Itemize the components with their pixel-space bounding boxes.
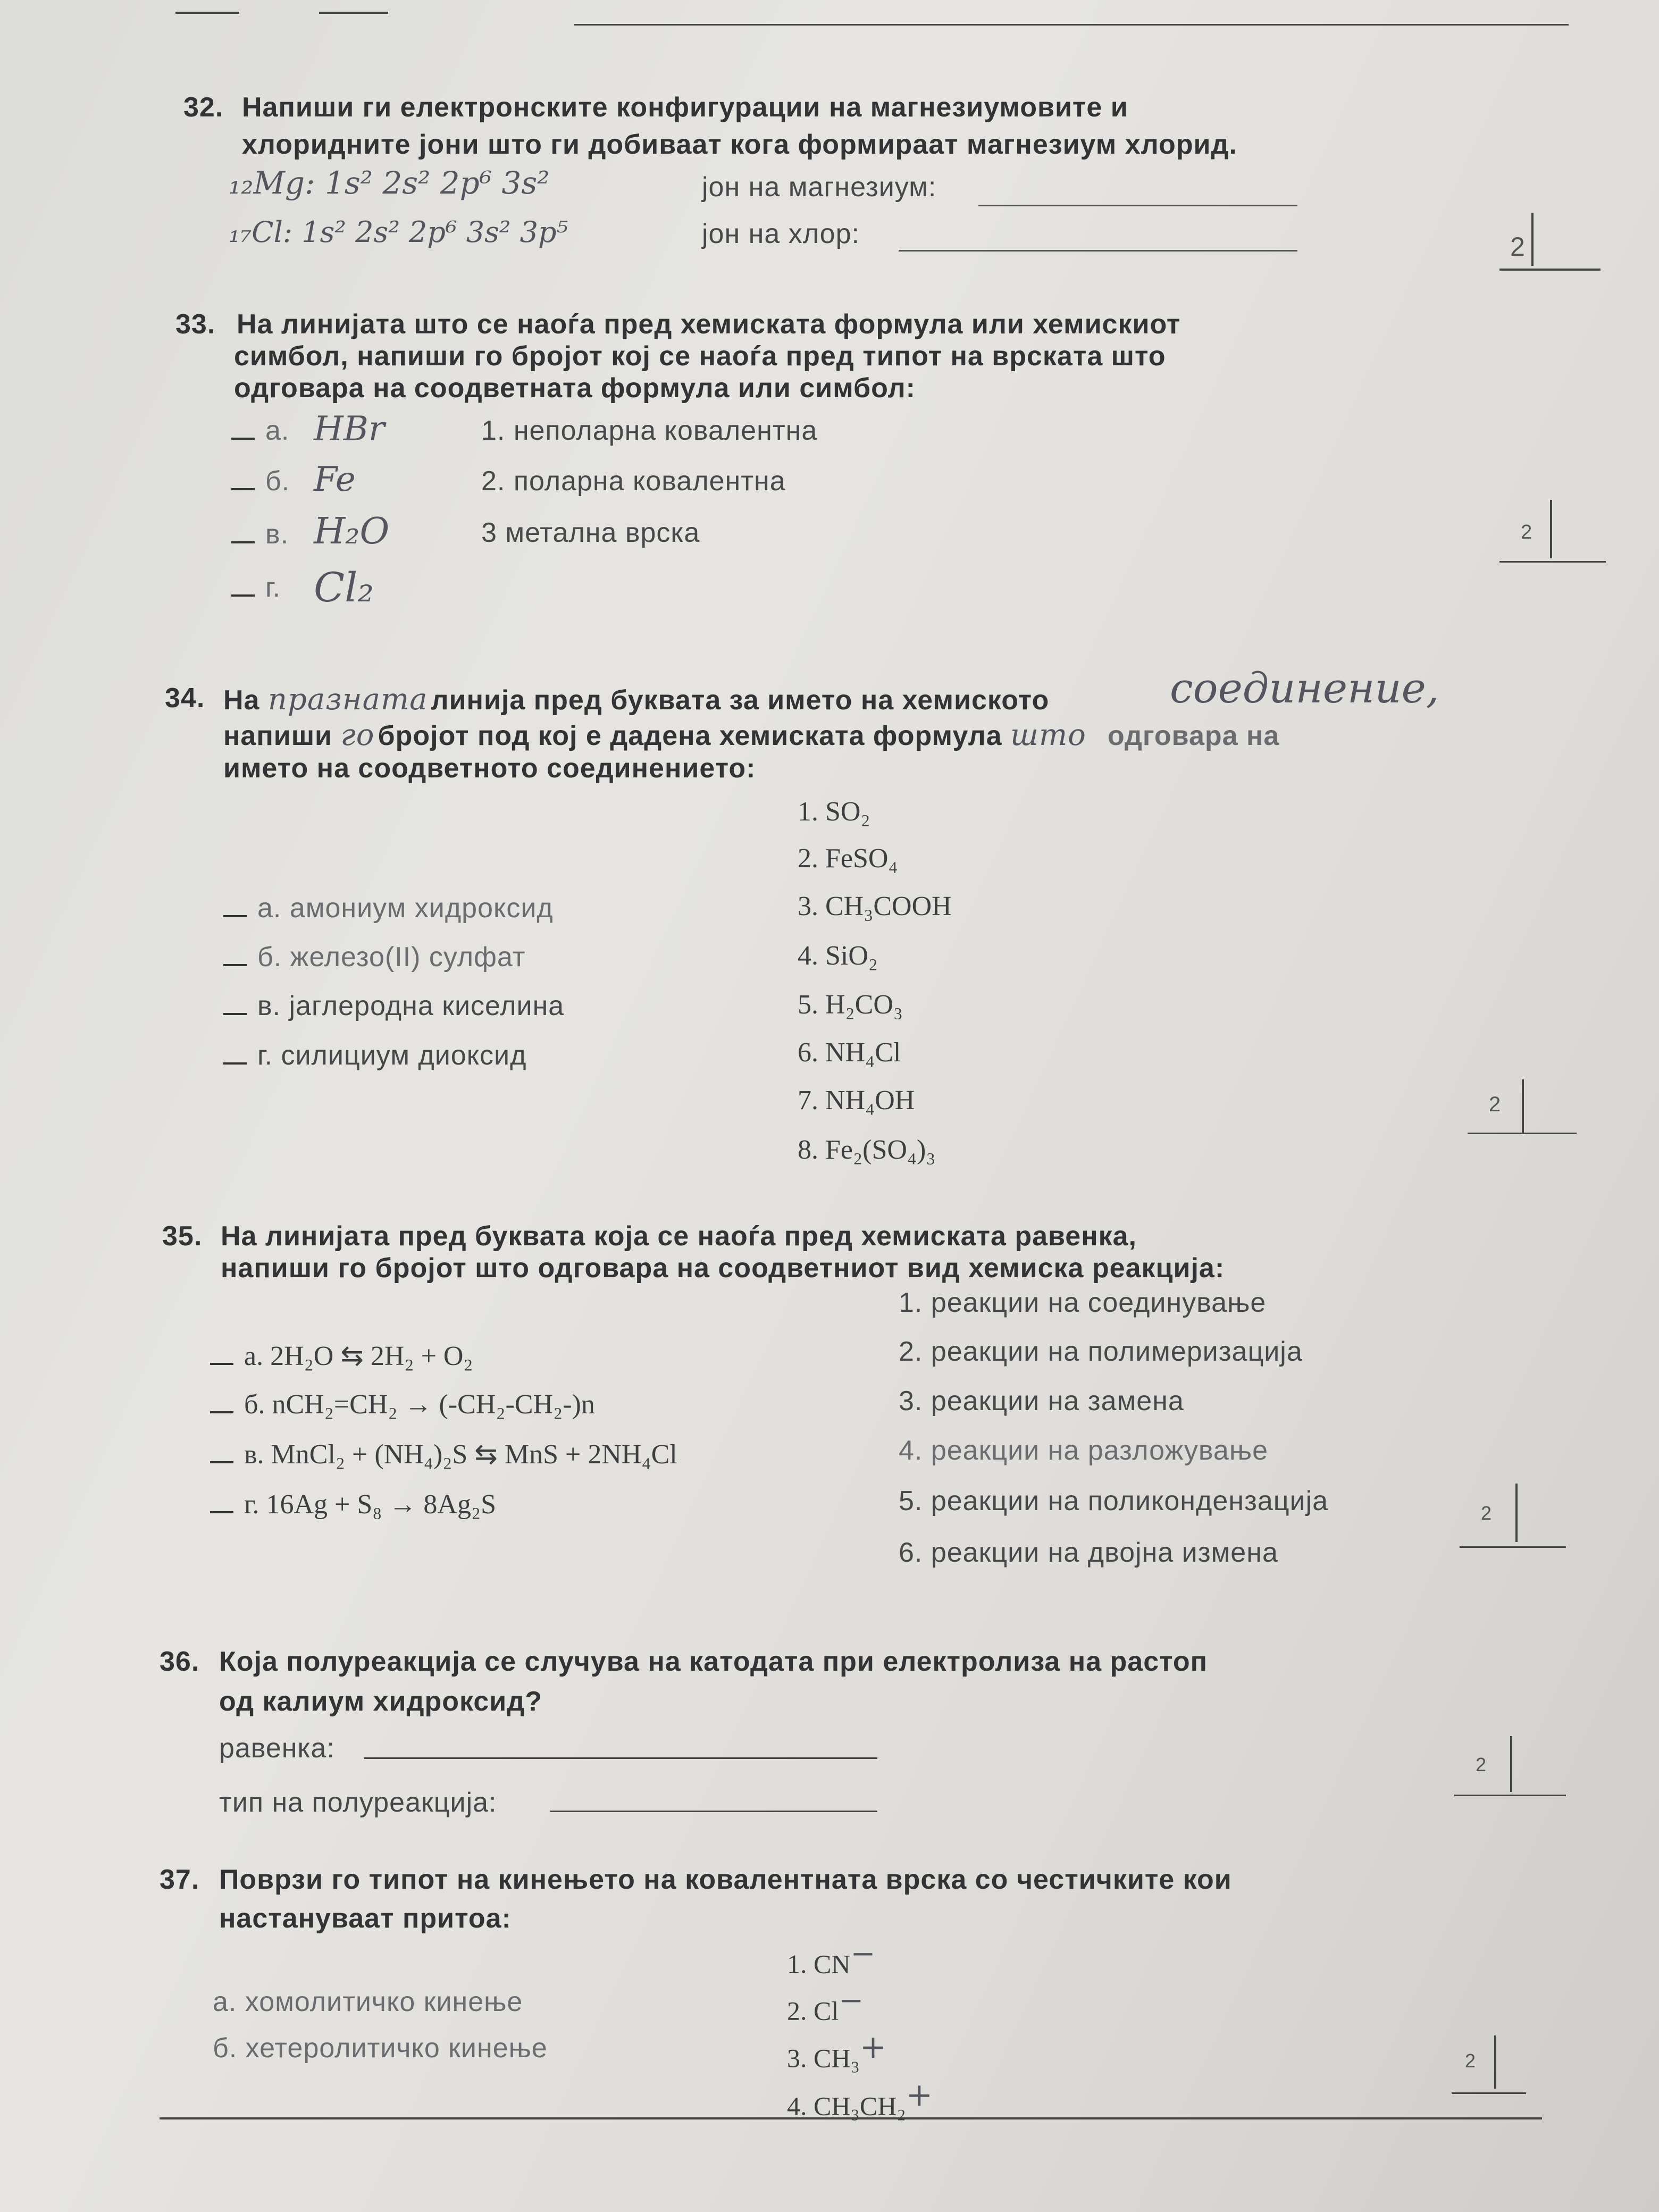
score-32: 2 [1510,232,1525,262]
reaction-type-5: 5. реакции на поликондензација [899,1486,1329,1516]
particle-formula: 1. CN [787,1949,851,1979]
q35-row-d[interactable] [210,1489,496,1520]
question-37-line1: Поврзи го типот на кинењето на ковалентната врска со честичките кои [219,1864,1232,1895]
score-37-divider [1494,2035,1496,2089]
question-37-line2: настануваат притоа: [219,1903,512,1934]
answer-blank[interactable] [223,1013,247,1015]
row-letter: б. [265,466,290,497]
particle-formula: 4. CH₃CH₂ [787,2091,906,2121]
score-34-line [1468,1133,1577,1134]
handwritten-soedinenie: соединение, [1170,665,1439,713]
equation-label: равенка: [219,1733,335,1764]
answer-blank[interactable] [210,1411,233,1413]
q33-row-a[interactable] [231,415,289,447]
particle-4 [787,2076,933,2122]
ion-mg-label: јон на магнезиум: [702,172,937,203]
cleavage-heterolytic: б. хетеролитичко кинење [213,2033,548,2064]
line2-end: одговара на [1107,720,1280,751]
handwritten-charge: + [906,2076,933,2114]
question-35-line1: На линијата пред буквата која се наоѓа пред хемиската равенка, [221,1221,1137,1252]
question-36-line2: од калиум хидроксид? [219,1686,543,1717]
particle-1 [787,1937,875,1980]
reaction-type-4: 4. реакции на разложување [899,1435,1269,1466]
line1-end: линија пред буквата за името на хемиското [431,685,1050,716]
score-32-line [1499,269,1601,271]
question-32-line2: хлоридните јони што ги добиваат кога формираат магнезиум хлорид. [242,129,1237,160]
score-37: 2 [1465,2050,1476,2072]
score-35-divider [1515,1484,1518,1542]
question-34-line3: името на соодветното соединението: [223,753,756,784]
row-letter: в. [265,519,289,550]
equation: а. 2H₂O ⇆ 2H₂ + O₂ [244,1341,473,1371]
question-34-line2 [223,718,1279,752]
row-letter: г. [265,572,281,603]
top-rule-right [574,24,1569,26]
question-32-line1: Напиши ги електронските конфигурации на магнезиумовите и [242,92,1128,123]
particle-formula: 2. Cl [787,1996,839,2026]
top-rule-mid [319,12,388,14]
formula-7: 7. NH₄OH [798,1085,915,1116]
formula-3: 3. CH₃COOH [798,891,952,921]
formula-8: 8. Fe₂(SO₄)₃ [798,1135,936,1165]
question-33-number: 33. [175,309,216,340]
equation: б. nCH₂=CH₂ → (-CH₂-CH₂-)n [244,1389,595,1420]
equation: г. 16Ag + S₈ → 8Ag₂S [244,1489,496,1520]
score-36-divider [1510,1736,1512,1792]
score-33-line [1499,561,1606,563]
reaction-type-6: 6. реакции на двојна измена [899,1537,1278,1568]
score-33: 2 [1521,521,1532,543]
question-36-number: 36. [160,1646,200,1677]
formula-2: 2. FeSO₄ [798,843,898,874]
score-33-divider [1550,500,1552,558]
cleavage-homolytic: а. хомолитичко кинење [213,1987,523,2017]
half-reaction-answer-line[interactable] [550,1811,877,1812]
compound-name: б. железо(II) сулфат [257,942,526,973]
answer-blank[interactable] [231,438,255,440]
handwritten-charge: − [850,1937,876,1971]
q34-row-a[interactable] [223,892,554,924]
answer-blank[interactable] [223,915,247,917]
score-34: 2 [1489,1093,1501,1116]
bond-type-1: 1. неполарна ковалентна [481,415,818,446]
handwritten-formula-cl2: Cl₂ [314,564,374,611]
handwritten-formula-h2o: H₂O [314,510,390,552]
question-33-line3: одговара на соодветната формула или симбол: [234,373,916,404]
compound-name: г. силициум диоксид [257,1040,527,1071]
answer-blank[interactable] [223,1062,247,1065]
formula-6: 6. NH₄Cl [798,1037,901,1068]
ion-cl-answer-line[interactable] [899,250,1297,252]
question-37-number: 37. [160,1864,200,1895]
q33-row-c[interactable] [231,518,289,550]
score-37-line [1452,2092,1526,2094]
bottom-rule [160,2117,1542,2119]
q34-row-b[interactable] [223,941,526,973]
reaction-type-3: 3. реакции на замена [899,1386,1184,1417]
reaction-type-1: 1. реакции на соединување [899,1287,1267,1318]
question-33-line2: симбол, напиши го бројот кој се наоѓа пред типот на врската што [234,341,1166,372]
half-reaction-type-label: тип на полуреакција: [219,1787,497,1818]
answer-blank[interactable] [210,1363,233,1365]
question-34-line1 [223,682,1049,717]
bond-type-2: 2. поларна ковалентна [481,466,786,497]
particle-3 [787,2029,886,2074]
question-35-number: 35. [162,1221,203,1252]
handwritten-charge: − [839,1983,864,2018]
row-letter: а. [265,415,290,446]
question-36-line1: Која полуреакција се случува на катодата при електролиза на растоп [219,1646,1208,1677]
question-34-number: 34. [165,683,205,714]
score-36-line [1454,1795,1566,1796]
line2-mid: бројот под кој е дадена хемиската формула [378,720,1010,751]
ion-mg-answer-line[interactable] [978,205,1297,206]
score-34-divider [1522,1079,1524,1133]
answer-blank[interactable] [210,1461,233,1463]
handwritten-charge: + [859,2029,887,2066]
particle-formula: 3. CH₃ [787,2043,860,2073]
handwritten-formula-fe: Fe [314,460,356,499]
line2-start: напиши [223,720,341,751]
formula-5: 5. H₂CO₃ [798,990,903,1020]
q35-row-c[interactable] [210,1438,677,1470]
equation-answer-line[interactable] [364,1757,877,1759]
answer-blank[interactable] [210,1511,233,1513]
q33-row-d[interactable] [231,572,281,604]
handwritten-shto: што [1010,718,1086,752]
formula-1: 1. SO₂ [798,797,870,827]
handwritten-formula-hbr: HBr [314,409,385,449]
q34-row-c[interactable] [223,990,564,1022]
particle-2 [787,1983,864,2026]
score-35-line [1460,1546,1566,1548]
score-32-divider [1531,213,1534,266]
equation: в. MnCl₂ + (NH₄)₂S ⇆ MnS + 2NH₄Cl [244,1439,677,1470]
score-35: 2 [1481,1502,1492,1524]
handwritten-prazna: празната [267,682,428,717]
answer-blank[interactable] [231,488,255,490]
reaction-type-2: 2. реакции на полимеризација [899,1336,1303,1367]
handwritten-go: го [340,718,375,752]
q35-row-a[interactable] [210,1340,473,1372]
compound-name: в. јаглеродна киселина [257,991,565,1021]
q34-row-d[interactable] [223,1040,526,1071]
handwritten-cl-config: ₁₇Cl: 1s² 2s² 2p⁶ 3s² 3p⁵ [229,215,568,249]
score-36: 2 [1476,1754,1487,1775]
question-33-line1: На линијата што се наоѓа пред хемиската формула или хемискиот [237,309,1181,340]
q35-row-b[interactable] [210,1389,595,1420]
handwritten-mg-config: ₁₂Mg: 1s² 2s² 2p⁶ 3s² [229,165,550,201]
answer-blank[interactable] [223,964,247,966]
line1-start: На [223,685,268,716]
question-35-line2: напиши го бројот што одговара на соодветниот вид хемиска реакција: [221,1253,1225,1284]
answer-blank[interactable] [231,594,255,597]
q33-row-b[interactable] [231,465,290,497]
ion-cl-label: јон на хлор: [702,219,860,249]
top-rule-left [175,12,239,14]
answer-blank[interactable] [231,541,255,543]
question-32-number: 32. [183,92,224,123]
formula-4: 4. SiO₂ [798,941,878,971]
bond-type-3: 3 металнa врска [481,517,700,548]
compound-name: а. амониум хидроксид [257,893,554,924]
